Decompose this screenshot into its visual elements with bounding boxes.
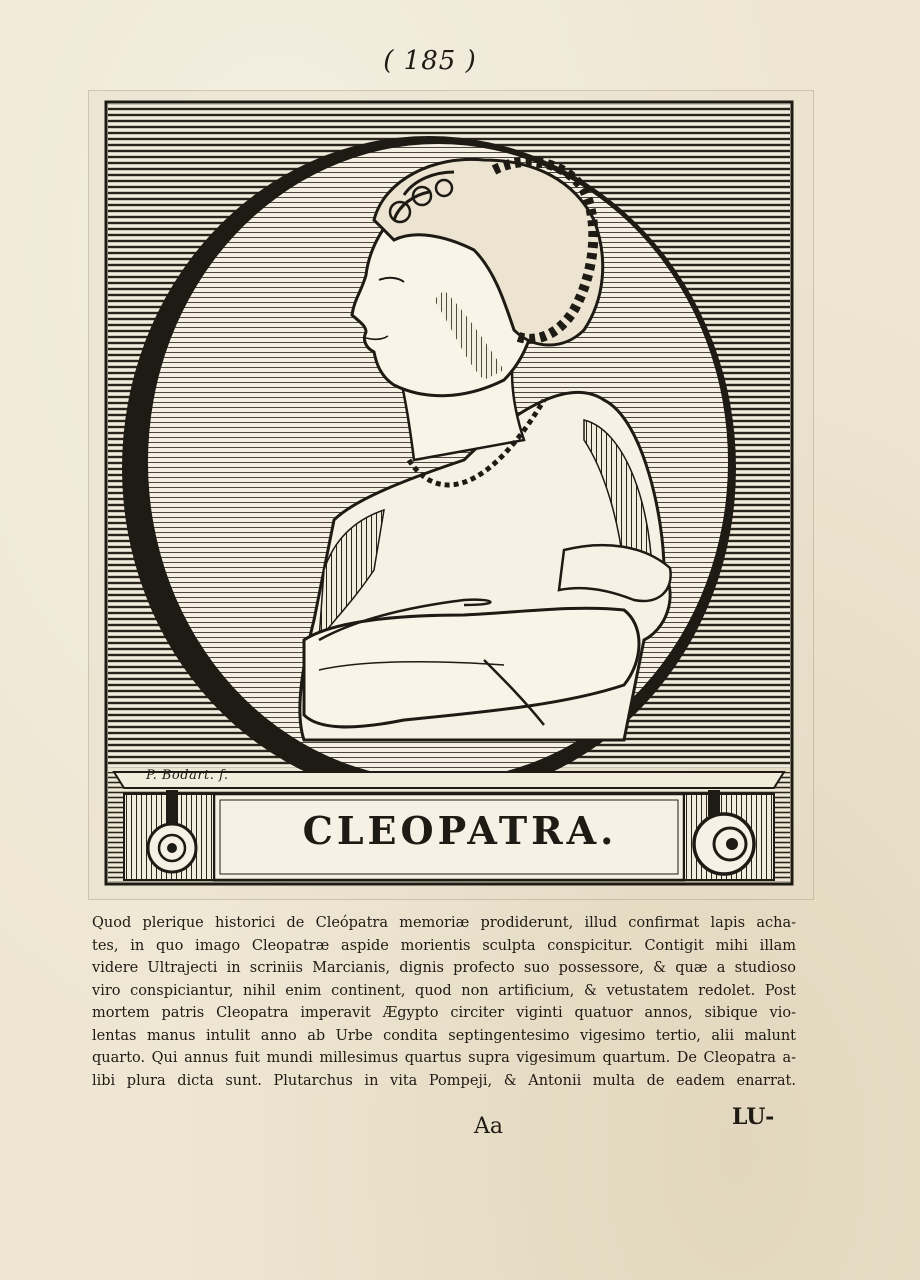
catchword: LU-: [732, 1104, 775, 1130]
text-line: quarto. Qui annus fuit mundi millesimus quartus supra vigesimum quartum. De Cleopatra a-: [92, 1050, 796, 1066]
signature-mark: Aa: [474, 1114, 504, 1139]
text-line: videre Ultrajecti in scriniis Marcianis, dignis profecto suo possessore, & quæ a studioso: [92, 960, 796, 976]
engraver-signature: P. Bodart. f.: [146, 768, 229, 783]
text-line: mortem patris Cleopatra imperavit Ægypto circiter viginti quatuor annos, sibique vio-: [92, 1005, 796, 1021]
text-line: Quod plerique historici de Cleópatra memoriæ prodiderunt, illud confirmat lapis acha-: [92, 915, 796, 931]
page-number: ( 185 ): [383, 46, 477, 76]
text-line: viro conspiciantur, nihil enim continent, quod non artificium, & vetustatem redolet. Post: [92, 982, 796, 999]
text-line: tes, in quo imago Cleopatræ aspide morientis sculpta conspicitur. Contigit mihi illam: [92, 937, 796, 954]
text-line: libi plura dicta sunt. Plutarchus in vita Pompeji, & Antonii multa de eadem enarrat.: [92, 1072, 796, 1089]
plate-caption: CLEOPATRA.: [302, 808, 618, 853]
latin-text-block: [92, 912, 796, 1092]
text-line: lentas manus intulit anno ab Urbe condita septingentesimo vigesimo tertio, alii malunt: [92, 1027, 796, 1044]
